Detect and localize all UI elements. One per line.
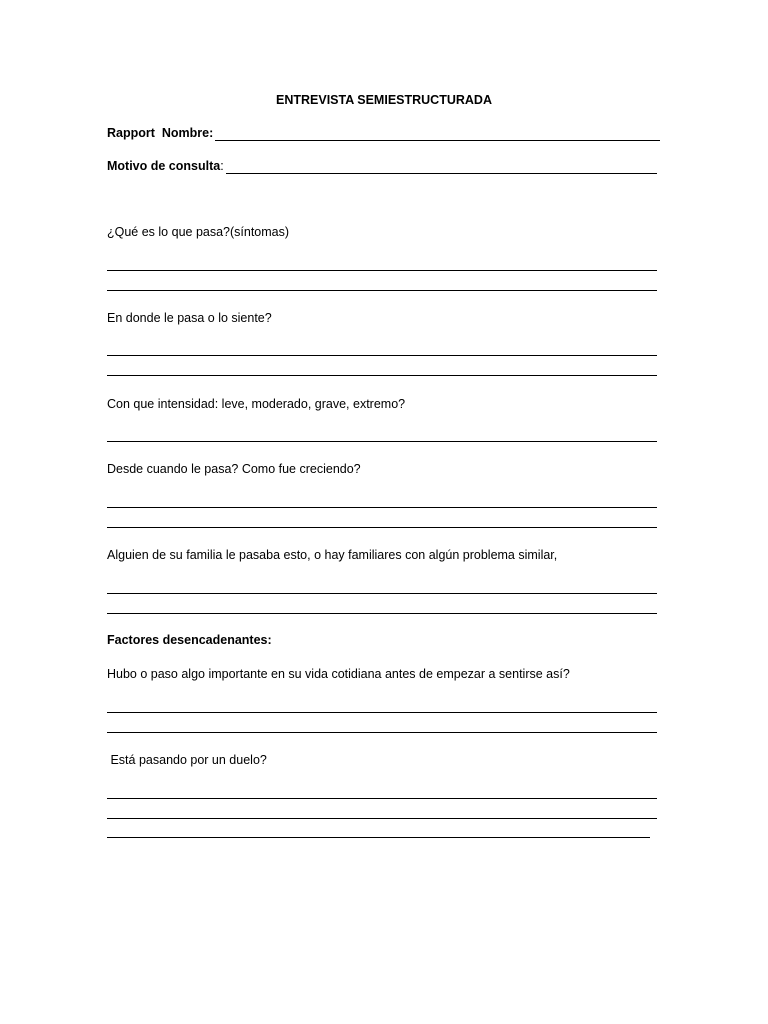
answer-line xyxy=(107,818,657,819)
motivo-consulta-label: Motivo de consulta xyxy=(107,159,221,173)
answer-line xyxy=(107,798,657,799)
motivo-consulta-blank xyxy=(226,158,657,174)
answer-line xyxy=(107,355,657,356)
question-text: Está pasando por un duelo? xyxy=(107,753,267,767)
page-title: ENTREVISTA SEMIESTRUCTURADA xyxy=(276,93,492,107)
question-text: Hubo o paso algo importante en su vida cotidiana antes de empezar a sentirse así? xyxy=(107,667,570,681)
motivo-consulta-field xyxy=(107,158,657,174)
motivo-consulta-colon: : xyxy=(220,159,224,173)
question-text: En donde le pasa o lo siente? xyxy=(107,311,272,325)
answer-line xyxy=(107,593,657,594)
answer-line xyxy=(107,290,657,291)
question-text: Con que intensidad: leve, moderado, grave, extremo? xyxy=(107,397,406,411)
rapport-name-blank xyxy=(215,125,660,141)
answer-line xyxy=(107,527,657,528)
answer-line xyxy=(107,837,650,838)
question-text: ¿Qué es lo que pasa?(síntomas) xyxy=(107,225,290,239)
answer-line xyxy=(107,375,657,376)
answer-line xyxy=(107,613,657,614)
rapport-name-field xyxy=(107,125,660,141)
question-text: Alguien de su familia le pasaba esto, o hay familiares con algún problema similar, xyxy=(107,548,558,562)
answer-line xyxy=(107,507,657,508)
answer-line xyxy=(107,270,657,271)
answer-line xyxy=(107,732,657,733)
rapport-name-label: Rapport Nombre: xyxy=(107,126,214,140)
question-text: Desde cuando le pasa? Como fue creciendo? xyxy=(107,462,361,476)
answer-line xyxy=(107,712,657,713)
answer-line xyxy=(107,441,657,442)
section-heading: Factores desencadenantes: xyxy=(107,633,272,647)
